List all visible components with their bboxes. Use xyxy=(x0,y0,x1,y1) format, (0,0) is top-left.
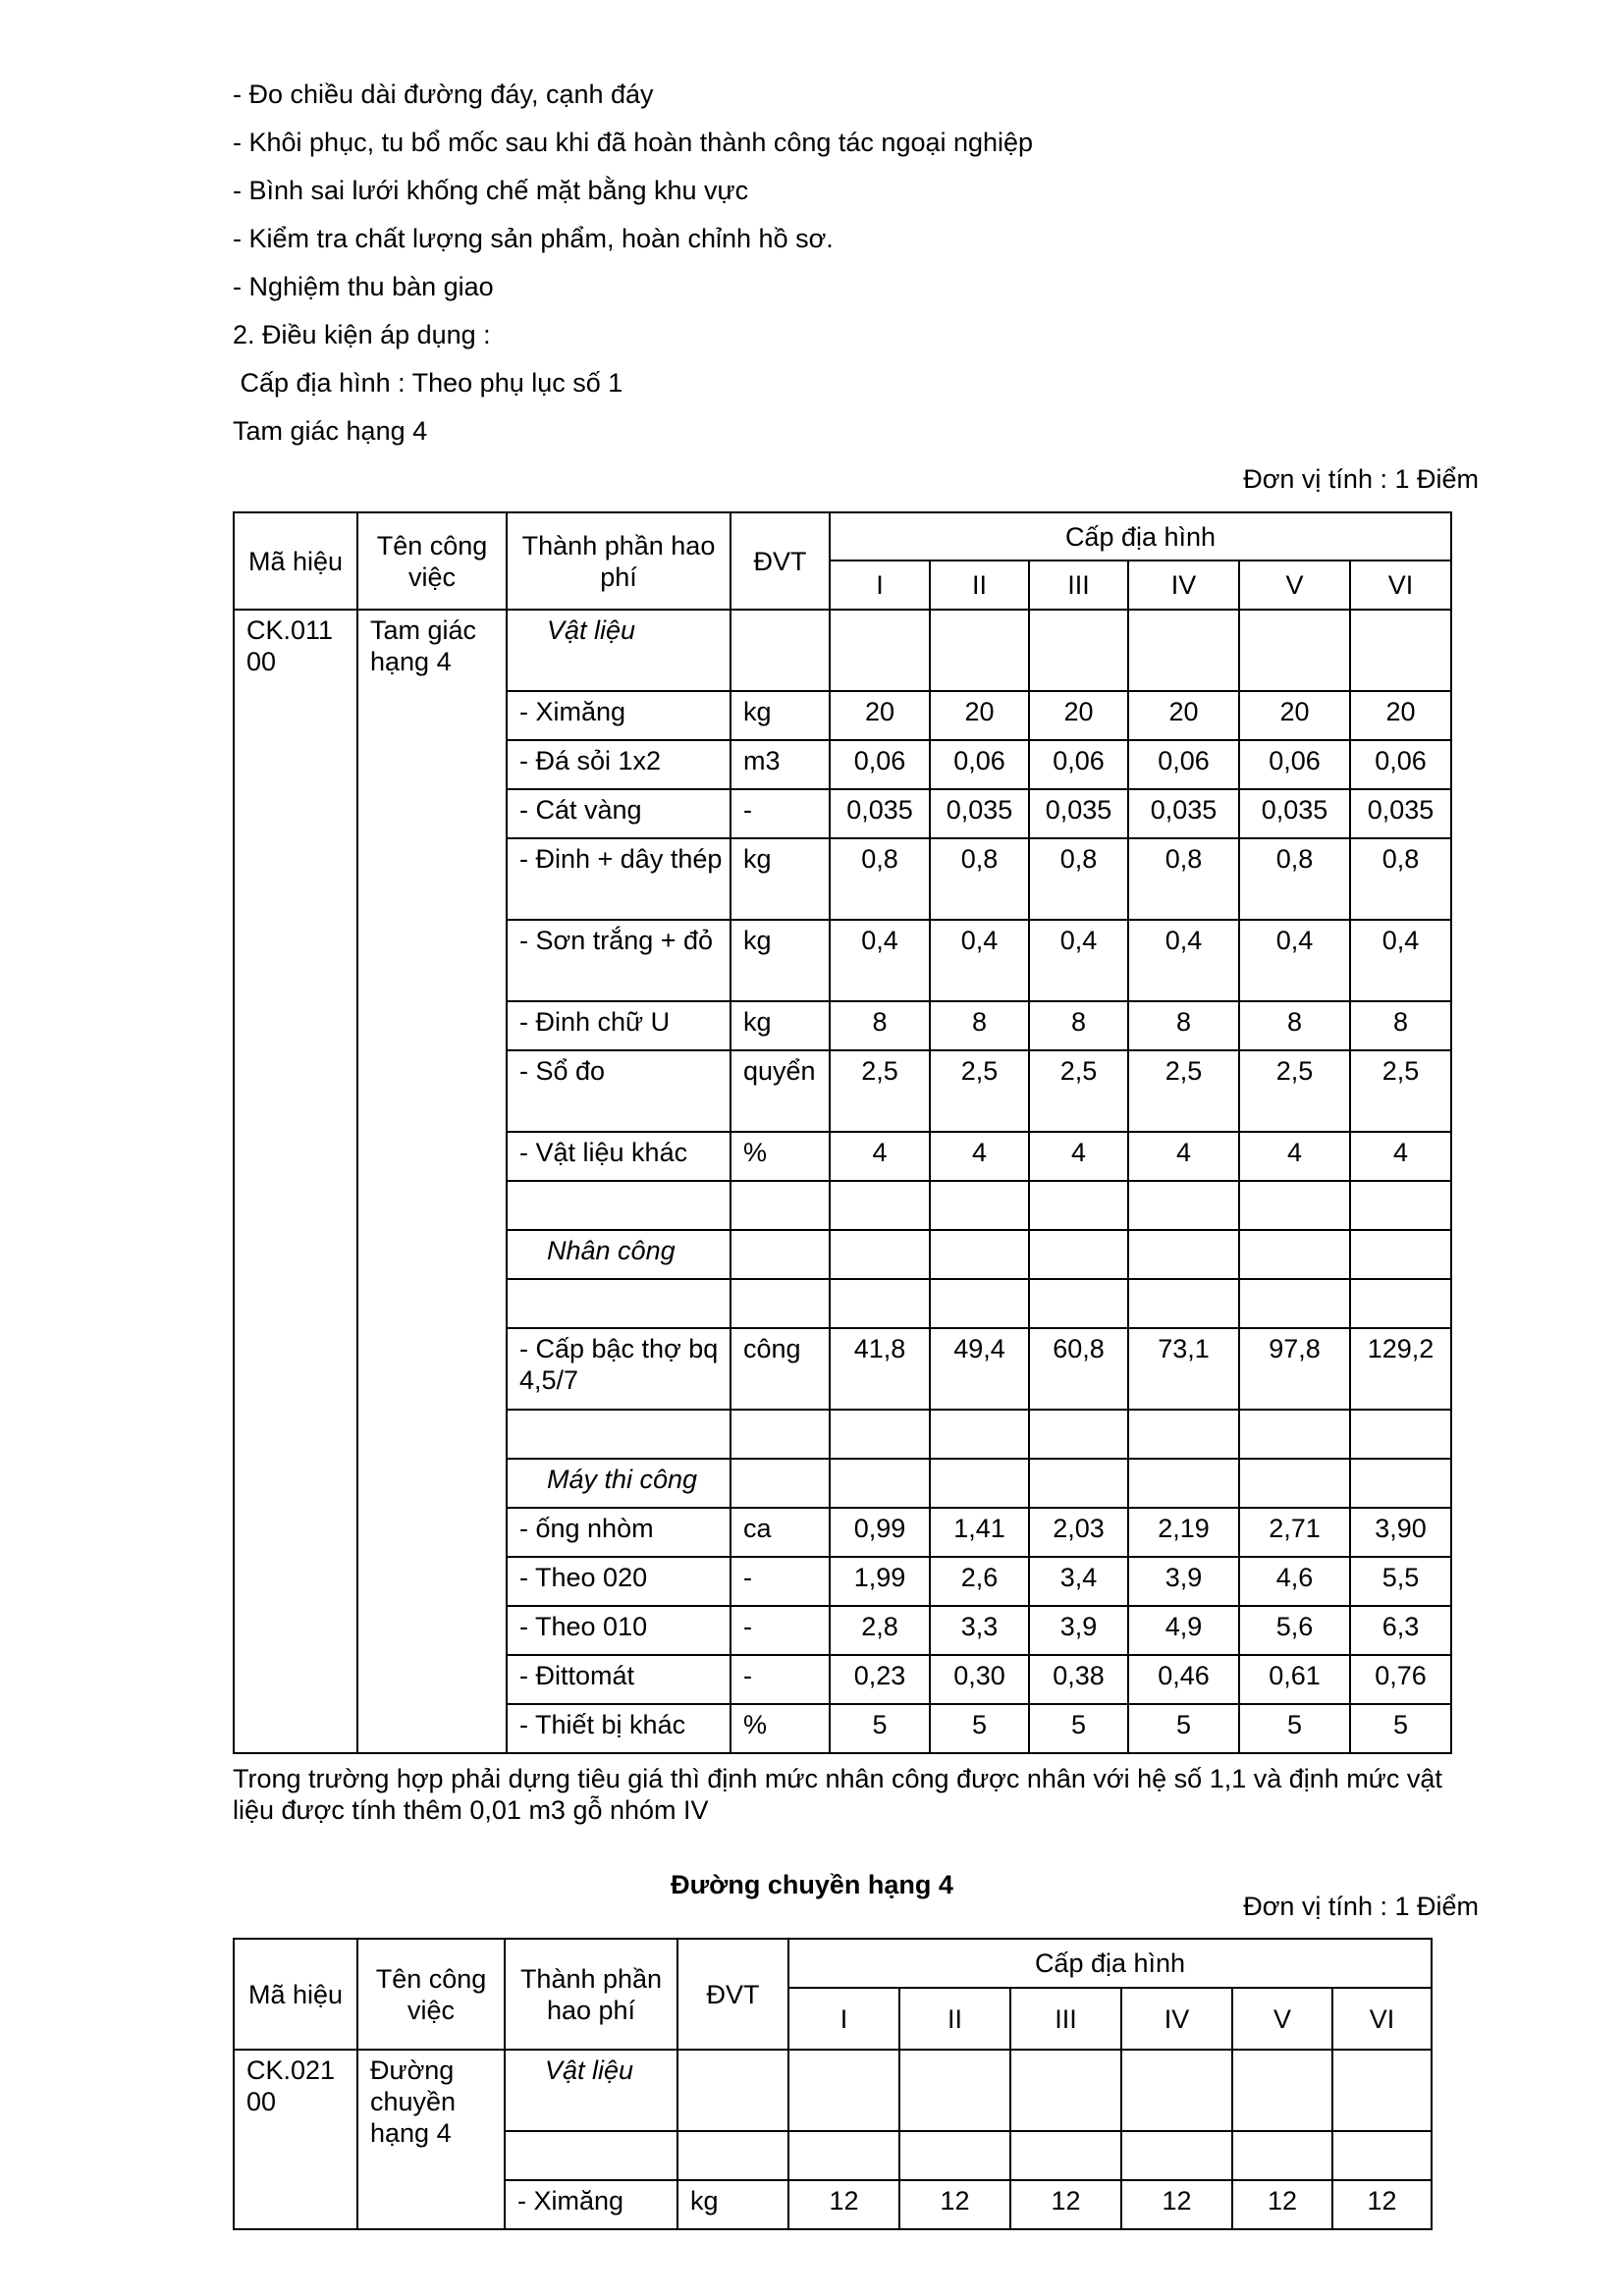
value-cell xyxy=(930,1279,1029,1328)
intro-line: - Nghiệm thu bàn giao xyxy=(233,272,494,301)
value-cell: 4 xyxy=(930,1132,1029,1181)
value-cell xyxy=(1350,1410,1451,1459)
header-unit: ĐVT xyxy=(731,512,830,610)
value-cell xyxy=(930,1230,1029,1279)
unit-cell: ca xyxy=(731,1508,830,1557)
value-cell xyxy=(1128,1459,1239,1508)
value-cell: 1,41 xyxy=(930,1508,1029,1557)
component-name: - Đá sỏi 1x2 xyxy=(507,740,731,789)
header-grade: Cấp địa hình xyxy=(788,1939,1432,1988)
component-name: - Thiết bị khác xyxy=(507,1704,731,1753)
value-cell: 0,46 xyxy=(1128,1655,1239,1704)
work-code: CK.021 00 xyxy=(234,2050,357,2229)
component-name xyxy=(505,2131,677,2180)
intro-line: - Bình sai lưới khống chế mặt bằng khu vực xyxy=(233,176,749,205)
header-level: VI xyxy=(1350,561,1451,610)
unit-cell: kg xyxy=(731,838,830,920)
value-cell xyxy=(930,1181,1029,1230)
value-cell: 2,5 xyxy=(930,1050,1029,1132)
table-row xyxy=(234,2050,1432,2131)
header-work: Tên công việc xyxy=(357,1939,505,2050)
component-name: - ống nhòm xyxy=(507,1508,731,1557)
value-cell: 0,8 xyxy=(1350,838,1451,920)
unit-cell xyxy=(677,2131,788,2180)
component-name: - Ximăng xyxy=(507,691,731,740)
value-cell: 6,3 xyxy=(1350,1606,1451,1655)
group-label: Vật liệu xyxy=(505,2050,677,2131)
header-level: II xyxy=(930,561,1029,610)
value-cell: 2,19 xyxy=(1128,1508,1239,1557)
value-cell: 1,99 xyxy=(830,1557,930,1606)
group-label: Vật liệu xyxy=(507,610,731,691)
unit-cell: - xyxy=(731,1557,830,1606)
value-cell: 4,6 xyxy=(1239,1557,1350,1606)
value-cell: 2,5 xyxy=(1029,1050,1128,1132)
value-cell: 0,8 xyxy=(930,838,1029,920)
value-cell: 0,4 xyxy=(1350,920,1451,1001)
value-cell: 2,5 xyxy=(1128,1050,1239,1132)
value-cell xyxy=(1128,610,1239,691)
value-cell: 5 xyxy=(1239,1704,1350,1753)
value-cell xyxy=(1121,2050,1232,2131)
unit-cell: kg xyxy=(731,920,830,1001)
component-name xyxy=(507,1410,731,1459)
value-cell xyxy=(1010,2050,1121,2131)
value-cell: 12 xyxy=(1232,2180,1332,2229)
value-cell xyxy=(899,2050,1010,2131)
value-cell: 0,035 xyxy=(1128,789,1239,838)
value-cell: 3,3 xyxy=(930,1606,1029,1655)
value-cell xyxy=(1121,2131,1232,2180)
value-cell: 3,90 xyxy=(1350,1508,1451,1557)
value-cell: 3,4 xyxy=(1029,1557,1128,1606)
header-code: Mã hiệu xyxy=(234,1939,357,2050)
intro-line: 2. Điều kiện áp dụng : xyxy=(233,320,491,349)
component-name: - Vật liệu khác xyxy=(507,1132,731,1181)
value-cell: 3,9 xyxy=(1029,1606,1128,1655)
unit-cell: - xyxy=(731,1655,830,1704)
header-work: Tên công việc xyxy=(357,512,507,610)
value-cell: 12 xyxy=(1121,2180,1232,2229)
value-cell: 5 xyxy=(1029,1704,1128,1753)
component-name: - Ximăng xyxy=(505,2180,677,2229)
intro-line: - Khôi phục, tu bổ mốc sau khi đã hoàn thành công tác ngoại nghiệp xyxy=(233,128,1034,157)
unit-cell xyxy=(731,1459,830,1508)
header-level: I xyxy=(788,1988,899,2050)
unit-cell: công xyxy=(731,1328,830,1410)
value-cell: 0,4 xyxy=(930,920,1029,1001)
value-cell xyxy=(1350,1230,1451,1279)
value-cell xyxy=(830,1230,930,1279)
value-cell xyxy=(1239,1459,1350,1508)
header-component: Thành phần hao phí xyxy=(507,512,731,610)
value-cell: 8 xyxy=(830,1001,930,1050)
unit-cell: % xyxy=(731,1132,830,1181)
value-cell xyxy=(1239,1410,1350,1459)
value-cell: 0,23 xyxy=(830,1655,930,1704)
value-cell: 49,4 xyxy=(930,1328,1029,1410)
component-name: - Theo 010 xyxy=(507,1606,731,1655)
value-cell: 5 xyxy=(830,1704,930,1753)
value-cell: 5,5 xyxy=(1350,1557,1451,1606)
value-cell: 0,8 xyxy=(1128,838,1239,920)
unit-cell xyxy=(731,610,830,691)
intro-line: Cấp địa hình : Theo phụ lục số 1 xyxy=(233,368,623,398)
group-label: Máy thi công xyxy=(507,1459,731,1508)
unit-cell: m3 xyxy=(731,740,830,789)
value-cell: 20 xyxy=(1350,691,1451,740)
unit-cell: kg xyxy=(731,1001,830,1050)
value-cell xyxy=(899,2131,1010,2180)
value-cell: 0,4 xyxy=(830,920,930,1001)
value-cell: 4 xyxy=(1029,1132,1128,1181)
work-name: Tam giác hạng 4 xyxy=(357,610,507,1753)
value-cell xyxy=(1010,2131,1121,2180)
value-cell: 0,035 xyxy=(830,789,930,838)
value-cell: 0,8 xyxy=(1029,838,1128,920)
value-cell: 0,99 xyxy=(830,1508,930,1557)
unit-note-2: Đơn vị tính : 1 Điểm xyxy=(1243,1892,1479,1921)
section-title-tam-giac: Tam giác hạng 4 xyxy=(233,416,428,446)
value-cell: 20 xyxy=(1128,691,1239,740)
unit-cell: quyển xyxy=(731,1050,830,1132)
value-cell: 0,06 xyxy=(1128,740,1239,789)
value-cell: 4 xyxy=(1239,1132,1350,1181)
value-cell: 12 xyxy=(788,2180,899,2229)
component-name: - Đinh + dây thép xyxy=(507,838,731,920)
unit-cell: - xyxy=(731,1606,830,1655)
header-level: III xyxy=(1010,1988,1121,2050)
value-cell: 2,5 xyxy=(1239,1050,1350,1132)
value-cell: 8 xyxy=(930,1001,1029,1050)
value-cell: 2,03 xyxy=(1029,1508,1128,1557)
value-cell: 0,4 xyxy=(1128,920,1239,1001)
value-cell: 20 xyxy=(830,691,930,740)
value-cell xyxy=(788,2050,899,2131)
value-cell: 2,71 xyxy=(1239,1508,1350,1557)
value-cell: 0,8 xyxy=(830,838,930,920)
component-name: - Đinh chữ U xyxy=(507,1001,731,1050)
value-cell: 8 xyxy=(1350,1001,1451,1050)
value-cell: 20 xyxy=(930,691,1029,740)
value-cell: 2,8 xyxy=(830,1606,930,1655)
value-cell: 73,1 xyxy=(1128,1328,1239,1410)
group-label: Nhân công xyxy=(507,1230,731,1279)
header-grade: Cấp địa hình xyxy=(830,512,1451,561)
component-name xyxy=(507,1181,731,1230)
component-name: - Theo 020 xyxy=(507,1557,731,1606)
unit-cell xyxy=(731,1279,830,1328)
value-cell: 0,035 xyxy=(930,789,1029,838)
value-cell xyxy=(1029,1410,1128,1459)
value-cell xyxy=(788,2131,899,2180)
unit-cell: kg xyxy=(731,691,830,740)
value-cell: 41,8 xyxy=(830,1328,930,1410)
value-cell: 97,8 xyxy=(1239,1328,1350,1410)
work-name: Đường chuyền hạng 4 xyxy=(357,2050,505,2229)
header-level: V xyxy=(1232,1988,1332,2050)
value-cell: 0,06 xyxy=(830,740,930,789)
note-text: Trong trường hợp phải dựng tiêu giá thì định mức nhân công được nhân với hệ số 1,1 và định mức vật liệu được tính thêm 0,01 m3 gỗ nhóm IV xyxy=(233,1764,1442,1825)
value-cell: 2,6 xyxy=(930,1557,1029,1606)
value-cell xyxy=(830,1459,930,1508)
value-cell: 4 xyxy=(830,1132,930,1181)
value-cell: 0,06 xyxy=(930,740,1029,789)
value-cell xyxy=(830,1181,930,1230)
header-level: IV xyxy=(1121,1988,1232,2050)
header-level: II xyxy=(899,1988,1010,2050)
component-name: - Cấp bậc thợ bq 4,5/7 xyxy=(507,1328,731,1410)
value-cell xyxy=(1350,610,1451,691)
value-cell xyxy=(1029,610,1128,691)
value-cell: 0,035 xyxy=(1029,789,1128,838)
value-cell: 8 xyxy=(1029,1001,1128,1050)
component-name: - Sơn trắng + đỏ xyxy=(507,920,731,1001)
value-cell: 0,06 xyxy=(1350,740,1451,789)
header-level: IV xyxy=(1128,561,1239,610)
section-title-duong-chuyen: Đường chuyền hạng 4 xyxy=(671,1870,953,1899)
value-cell: 12 xyxy=(899,2180,1010,2229)
component-name xyxy=(507,1279,731,1328)
value-cell xyxy=(1332,2050,1432,2131)
header-level: VI xyxy=(1332,1988,1432,2050)
value-cell: 129,2 xyxy=(1350,1328,1451,1410)
value-cell: 8 xyxy=(1128,1001,1239,1050)
value-cell xyxy=(1239,1181,1350,1230)
value-cell xyxy=(1128,1279,1239,1328)
value-cell xyxy=(1332,2131,1432,2180)
value-cell: 0,61 xyxy=(1239,1655,1350,1704)
unit-cell: % xyxy=(731,1704,830,1753)
value-cell xyxy=(1029,1181,1128,1230)
value-cell xyxy=(1029,1230,1128,1279)
value-cell: 0,30 xyxy=(930,1655,1029,1704)
header-unit: ĐVT xyxy=(677,1939,788,2050)
value-cell xyxy=(1239,610,1350,691)
unit-cell: - xyxy=(731,789,830,838)
value-cell: 4,9 xyxy=(1128,1606,1239,1655)
value-cell: 0,38 xyxy=(1029,1655,1128,1704)
value-cell xyxy=(1128,1230,1239,1279)
value-cell xyxy=(1350,1181,1451,1230)
value-cell: 2,5 xyxy=(1350,1050,1451,1132)
value-cell: 0,06 xyxy=(1239,740,1350,789)
value-cell xyxy=(1350,1279,1451,1328)
table-row xyxy=(234,610,1451,691)
value-cell: 0,76 xyxy=(1350,1655,1451,1704)
work-code: CK.011 00 xyxy=(234,610,357,1753)
unit-note: Đơn vị tính : 1 Điểm xyxy=(1243,464,1479,494)
header-level: III xyxy=(1029,561,1128,610)
norm-table-duong-chuyen xyxy=(233,1938,1433,2230)
unit-cell xyxy=(677,2050,788,2131)
value-cell xyxy=(1029,1279,1128,1328)
value-cell: 0,06 xyxy=(1029,740,1128,789)
value-cell: 12 xyxy=(1010,2180,1121,2229)
value-cell: 5 xyxy=(930,1704,1029,1753)
value-cell: 5 xyxy=(1350,1704,1451,1753)
value-cell: 12 xyxy=(1332,2180,1432,2229)
value-cell: 0,035 xyxy=(1350,789,1451,838)
value-cell xyxy=(1128,1181,1239,1230)
value-cell xyxy=(930,1410,1029,1459)
header-component: Thành phần hao phí xyxy=(505,1939,677,2050)
intro-line: - Kiểm tra chất lượng sản phẩm, hoàn chỉnh hồ sơ. xyxy=(233,224,834,253)
value-cell: 20 xyxy=(1239,691,1350,740)
header-level: V xyxy=(1239,561,1350,610)
component-name: - Đittomát xyxy=(507,1655,731,1704)
unit-cell xyxy=(731,1410,830,1459)
header-code: Mã hiệu xyxy=(234,512,357,610)
intro-line: - Đo chiều dài đường đáy, cạnh đáy xyxy=(233,80,654,109)
value-cell xyxy=(1350,1459,1451,1508)
value-cell xyxy=(1232,2050,1332,2131)
value-cell xyxy=(1239,1279,1350,1328)
value-cell: 4 xyxy=(1128,1132,1239,1181)
component-name: - Cát vàng xyxy=(507,789,731,838)
value-cell xyxy=(1029,1459,1128,1508)
value-cell xyxy=(1232,2131,1332,2180)
value-cell: 4 xyxy=(1350,1132,1451,1181)
value-cell xyxy=(830,610,930,691)
value-cell: 0,4 xyxy=(1029,920,1128,1001)
component-name: - Sổ đo xyxy=(507,1050,731,1132)
value-cell: 60,8 xyxy=(1029,1328,1128,1410)
value-cell: 0,4 xyxy=(1239,920,1350,1001)
unit-cell: kg xyxy=(677,2180,788,2229)
value-cell: 3,9 xyxy=(1128,1557,1239,1606)
value-cell xyxy=(1239,1230,1350,1279)
value-cell: 5 xyxy=(1128,1704,1239,1753)
value-cell xyxy=(830,1279,930,1328)
value-cell xyxy=(1128,1410,1239,1459)
value-cell xyxy=(930,1459,1029,1508)
value-cell xyxy=(930,610,1029,691)
value-cell: 20 xyxy=(1029,691,1128,740)
value-cell: 2,5 xyxy=(830,1050,930,1132)
value-cell: 8 xyxy=(1239,1001,1350,1050)
unit-cell xyxy=(731,1230,830,1279)
header-level: I xyxy=(830,561,930,610)
value-cell xyxy=(830,1410,930,1459)
value-cell: 0,8 xyxy=(1239,838,1350,920)
value-cell: 5,6 xyxy=(1239,1606,1350,1655)
norm-table-tam-giac xyxy=(233,511,1452,1754)
unit-cell xyxy=(731,1181,830,1230)
value-cell: 0,035 xyxy=(1239,789,1350,838)
